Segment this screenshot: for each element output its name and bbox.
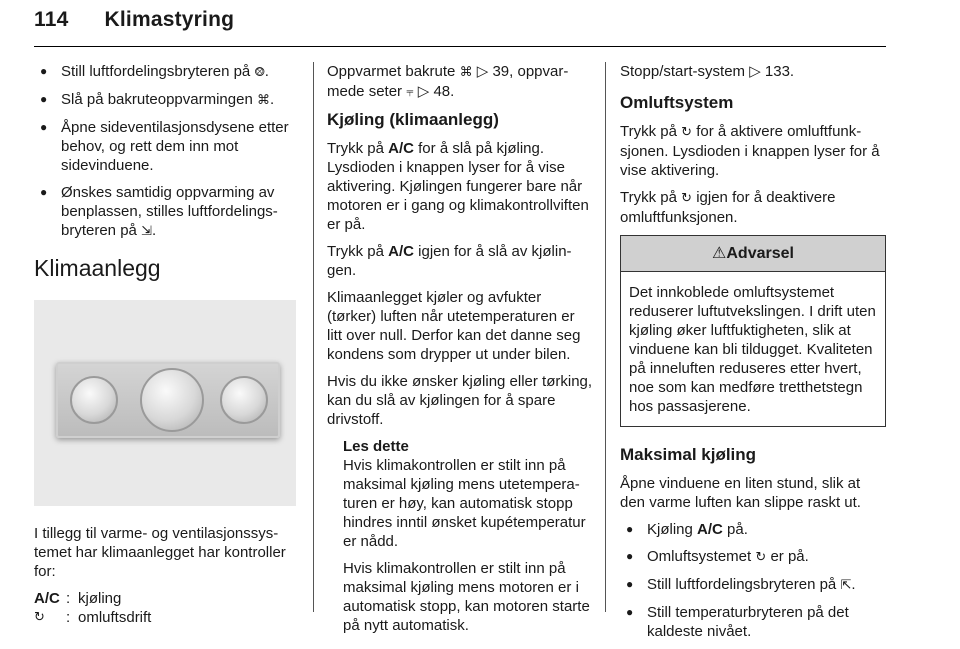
distribution-knob [140,368,204,432]
paragraph: Trykk på ↻ igjen for å deaktivere omluftfunksjonen. [620,189,836,226]
paragraph: Hvis du ikke ønsker kjøling eller tørking, kan du slå av kjølingen for å spare drivstoff. [327,373,593,428]
heading-cooling: Kjøling (klimaanlegg) [327,110,499,129]
intro-text: I tillegg til varme- og ventilasjonssystemet har klimaanlegget har kontroller for: [34,525,286,580]
column-2 [327,62,593,643]
bullet-list [34,62,300,241]
note-title: Les dette [343,438,409,455]
recirculation-icon: ↻ [755,550,767,565]
list-item: ● Still luftfordelingsbryteren på ⨷. [34,62,300,82]
recirculation-icon: ↻ [681,125,693,140]
column-divider-1 [313,62,314,612]
list-item: ● Still luftfordelingsbryteren på ⇱. [620,575,886,595]
page-title: Klimastyring [104,8,235,31]
paragraph: Oppvarmet bakrute ⌘ ▷ 39, oppvarmede seter ⫧ ▷ 48. [327,63,569,100]
list-item: ● Still temperaturbryteren på det kaldeste nivået. [620,603,886,641]
footwell-defrost-icon: ⇲ [141,224,152,239]
note-box [327,437,593,635]
ac-desc: kjøling [78,590,122,607]
paragraph: Stopp/start-system ▷ 133. [620,63,795,80]
paragraph: Åpne vinduene en liten stund, slik at den varme luften kan slippe raskt ut. [620,475,861,511]
fan-knob [70,376,118,424]
rear-window-heat-icon: ⌘ [459,65,473,80]
climate-control-panel [56,362,280,438]
heading-recirculation: Omluftsystem [620,93,734,112]
column-3 [620,62,886,649]
page-header [34,8,234,32]
page-number: 114 [34,8,69,31]
warning-icon: ⚠ [712,245,727,262]
vent-icon: ⇱ [840,578,852,593]
heading-max-cooling: Maksimal kjøling [620,445,757,464]
list-item: ● Kjøling A/C på. [620,520,886,539]
section-title: Klimaanlegg [34,255,161,281]
definition-list: A/C : kjøling ↻ : omluftsdrift [34,589,300,627]
temperature-knob [220,376,268,424]
column-1 [34,62,300,627]
warning-text: Det innkoblede omluftsystemet reduserer luftutvekslingen. I drift uten kjøling øker luftfuktigheten, slik at vinduene kan bli tildugget. Kvaliteten på inneluften reduseres etter hvert, noe som kan medføre tretthetstegn hos passasjerene. [629,284,876,415]
header-rule [34,46,886,47]
paragraph: Trykk på A/C igjen for å slå av kjølingen. [327,243,572,279]
seat-heat-icon: ⫧ [406,85,414,100]
recirculation-icon: ↻ [681,191,693,206]
recirculation-icon: ↻ [34,610,45,625]
recirculation-desc: omluftsdrift [78,609,152,626]
note-paragraph: Hvis klimakontrollen er stilt inn på maksimal kjøling mens utetemperaturen er høy, kan automatisk stopp hindres inntil ønsket kupétemperatur er nådd. [343,457,586,550]
climate-panel-photo [34,300,296,506]
warning-header [621,236,885,272]
warning-box [620,235,886,427]
rear-window-heat-icon: ⌘ [256,93,270,108]
paragraph: Trykk på ↻ for å aktivere omluftfunksjonen. Lysdioden i knappen lyser for å vise aktivering. [620,123,880,179]
list-item: ● Omluftsystemet ↻ er på. [620,547,886,567]
paragraph: Trykk på A/C for å slå på kjøling. Lysdioden i knappen lyser for å vise aktivering. Kjølingen fungerer bare når motoren er i gang og klimakontrollviften er på. [327,140,589,233]
list-item: ● Slå på bakruteoppvarmingen ⌘. [34,90,300,110]
bullet-list [620,520,886,641]
defrost-icon: ⨷ [254,65,265,80]
warning-title: Advarsel [726,245,794,262]
list-item: ● Ønskes samtidig oppvarming av benplassen, stilles luftfordelingsbryteren på ⇲. [34,183,300,241]
list-item: ● Åpne sideventilasjonsdysene etter behov, og rett dem inn mot sidevinduene. [34,118,300,175]
ac-key: A/C [34,590,60,607]
paragraph: Klimaanlegget kjøler og avfukter (tørker) luften når utetemperaturen er litt over null. Derfor kan det danne seg kondens som drypper ut under bilen. [327,289,581,363]
note-paragraph: Hvis klimakontrollen er stilt inn på maksimal kjøling mens motoren er i automatisk stopp, kan motoren starte på nytt automatisk. [343,560,590,634]
column-divider-2 [605,62,606,612]
